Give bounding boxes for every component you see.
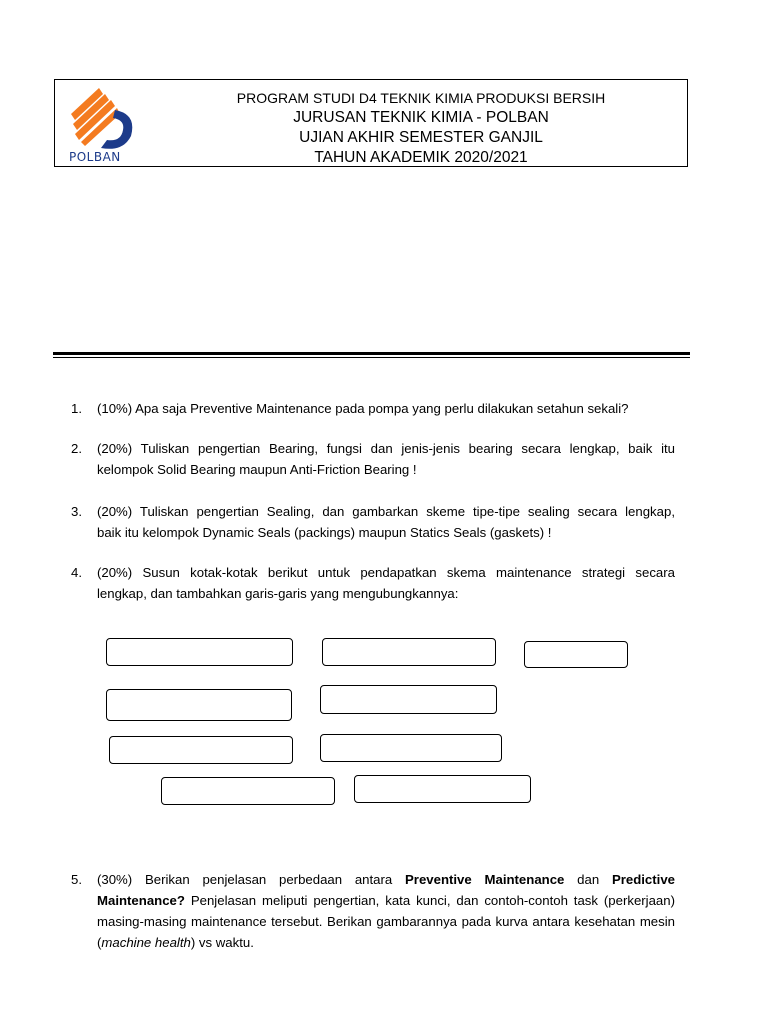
academic-year: TAHUN AKADEMIK 2020/2021 bbox=[314, 149, 528, 166]
scheme-box-8 bbox=[161, 777, 335, 805]
question-text-part: ) vs waktu. bbox=[190, 935, 254, 950]
question-1 bbox=[71, 398, 675, 419]
scheme-box-1 bbox=[106, 638, 293, 666]
question-text-part: Penjelasan meliputi pengertian, kata kunci, dan contoh-contoh task (perkerjaan) masing-masing maintenance tersebut. Berikan gambarannya pada kurva antara kesehatan mesin ( bbox=[97, 893, 675, 950]
scheme-box-3 bbox=[524, 641, 628, 668]
bold-term-preventive: Preventive Maintenance bbox=[405, 872, 565, 887]
question-text-line1: (20%) Susun kotak-kotak berikut untuk pendapatkan skema maintenance strategi secara bbox=[97, 565, 675, 580]
scheme-box-5 bbox=[320, 685, 497, 714]
bold-term-predictive: Predictive Maintenance? bbox=[97, 872, 675, 908]
question-text: (10%) Apa saja Preventive Maintenance pada pompa yang perlu dilakukan setahun sekali? bbox=[97, 401, 629, 416]
question-text-line2: lengkap, dan tambahkan garis-garis yang mengubungkannya: bbox=[97, 586, 459, 601]
question-text-line2: kelompok Solid Bearing maupun Anti-Friction Bearing ! bbox=[97, 462, 417, 477]
question-text-line1: (20%) Tuliskan pengertian Sealing, dan gambarkan skeme tipe-tipe sealing secara lengkap, bbox=[97, 504, 675, 519]
question-text-part: dan bbox=[564, 872, 612, 887]
scheme-box-4 bbox=[106, 689, 292, 721]
divider-thin bbox=[53, 357, 690, 358]
logo-text: POLBAN bbox=[69, 150, 121, 164]
question-text bbox=[97, 869, 675, 953]
question-number: 2. bbox=[71, 441, 82, 456]
question-number: 4. bbox=[71, 565, 82, 580]
department-title: JURUSAN TEKNIK KIMIA - POLBAN bbox=[293, 109, 549, 126]
divider-thick bbox=[53, 352, 690, 355]
question-5 bbox=[71, 869, 675, 953]
question-number: 5. bbox=[71, 872, 82, 887]
question-text-part: (30%) Berikan penjelasan perbedaan antara bbox=[97, 872, 406, 887]
question-3 bbox=[71, 501, 675, 543]
question-number: 1. bbox=[71, 401, 82, 416]
exam-title: UJIAN AKHIR SEMESTER GANJIL bbox=[299, 129, 543, 146]
scheme-box-9 bbox=[354, 775, 531, 803]
scheme-box-2 bbox=[322, 638, 496, 666]
polban-logo bbox=[65, 84, 145, 164]
question-number: 3. bbox=[71, 504, 82, 519]
scheme-box-6 bbox=[109, 736, 293, 764]
program-title: PROGRAM STUDI D4 TEKNIK KIMIA PRODUKSI BERSIH bbox=[236, 90, 606, 106]
exam-header bbox=[54, 79, 688, 167]
question-text-line2: baik itu kelompok Dynamic Seals (packings) maupun Statics Seals (gaskets) ! bbox=[97, 525, 552, 540]
italic-term: machine health bbox=[101, 935, 191, 950]
question-4 bbox=[71, 562, 675, 604]
question-text-line1: (20%) Tuliskan pengertian Bearing, fungsi dan jenis-jenis bearing secara lengkap, baik itu bbox=[97, 441, 675, 456]
scheme-box-7 bbox=[320, 734, 502, 762]
question-2 bbox=[71, 438, 675, 480]
header-titles bbox=[155, 88, 687, 168]
